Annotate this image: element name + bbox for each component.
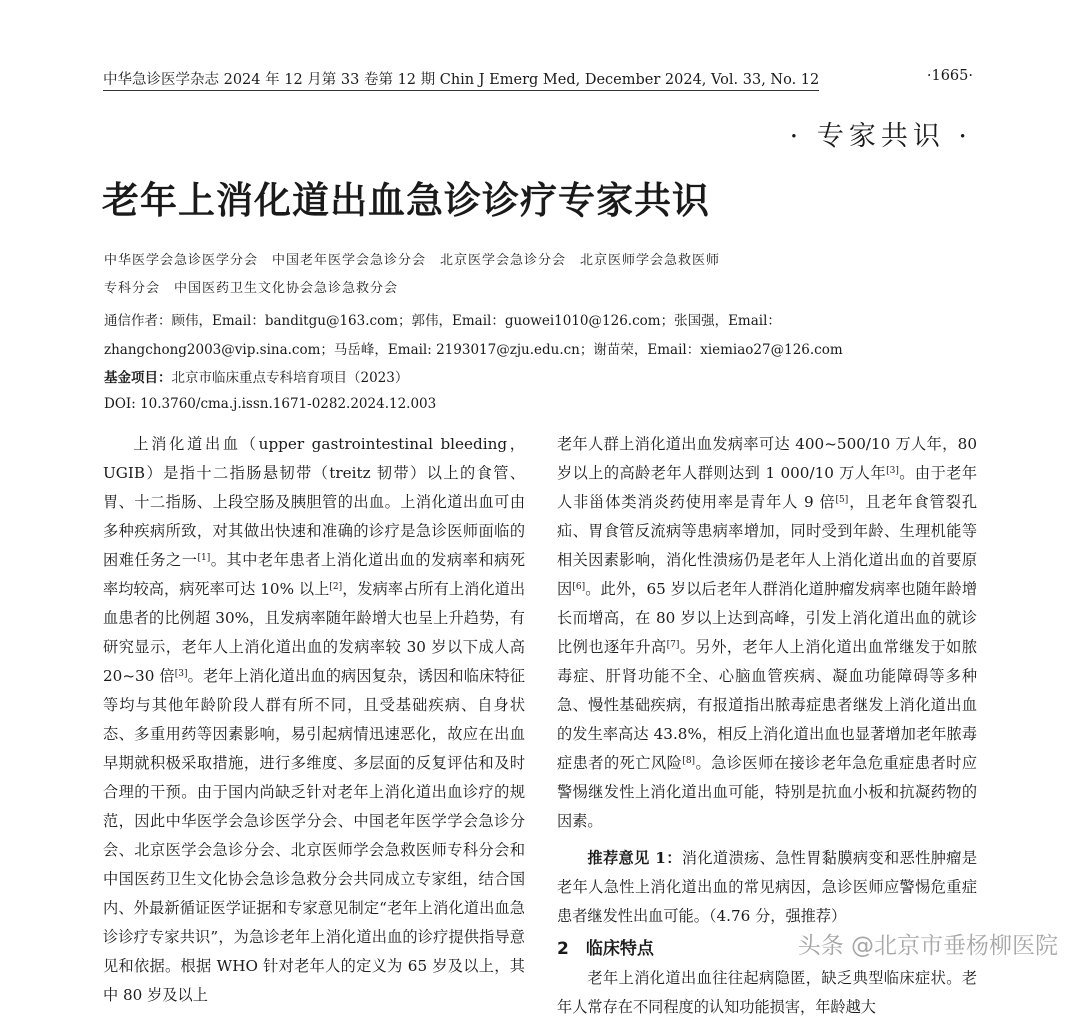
body-text: 。此外，65 岁以后老年人群消化道肿瘤发病率也随年龄增长而增高，在 80 岁以上达到高峰，引发上消化道出血的就诊比例也逐年升高 [557,580,978,656]
fund-line [104,366,408,386]
citation-ref: [3] [886,466,899,476]
body-text: 老年人群上消化道出血发病率可达 400~500/10 万人年，80 岁以上的高龄老年人群则达到 1 000/10 万人年 [557,435,977,482]
body-text: 。另外，老年人上消化道出血常继发于如脓毒症、肝肾功能不全、心脑血管疾病、凝血功能障碍等多种急、慢性基础疾病，有报道指出脓毒症患者继发上消化道出血的发生率高达 43.8%，相反上消化道出血也显著增加老年脓毒症患者的死亡风险 [557,638,978,772]
author-line-2: 专科分会 中国医药卫生文化协会急诊急救分会 [104,281,399,296]
left-column [103,430,525,1010]
page-number: ·1665· [926,68,973,84]
body-text: 。其中老年患者上消化道出血的发病率和病死率均较高，病死率可达 10% 以上 [103,551,526,598]
article-title: 老年上消化道出血急诊诊疗专家共识 [102,179,710,222]
citation-ref: [2] [329,582,343,592]
fund-label: 基金项目： [104,370,172,386]
watermark: 头条 @北京市垂杨柳医院 [797,933,1058,959]
citation-ref: [6] [572,582,586,592]
recommendation-1 [557,844,977,931]
citation-ref: [3] [174,669,188,679]
continued-paragraph [557,430,977,836]
body-text: ，发病率占所有上消化道出血患者的比例超 30%，且发病率随年龄增大也呈上升趋势，有研究显示，老年人上消化道出血的发病率较 30 岁以下成人高 20~30 倍 [103,580,526,685]
body-text: 上消化道出血（upper gastrointestinal bleeding，UGIB）是指十二指肠悬韧带（treitz 韧带）以上的食管、胃、十二指肠、上段空肠及胰胆管的出血。上消化道出血可由多种疾病所致，对其做出快速和准确的诊疗是急诊医师面临的困难任务之一 [103,435,525,569]
fund-text: 北京市临床重点专科培育项目（2023） [171,370,409,386]
author-line-1: 中华医学会急诊医学分会 中国老年医学会急诊分会 北京医学会急诊分会 北京医师学会急救医师 [104,253,721,268]
body-text: 。急诊医师在接诊老年急危重症患者时应警惕继发性上消化道出血可能，特别是抗血小板和抗凝药物的因素。 [557,754,978,830]
running-header [103,68,973,90]
body-text: ，且老年食管裂孔疝、胃食管反流病等患病率增加，同时受到年龄、生理机能等相关因素影响，消化性溃疡仍是老年人上消化道出血的首要原因 [557,493,978,598]
correspondence-line-1: 通信作者：顾伟，Email：banditgu@163.com；郭伟，Email：guowei1010@126.com；张国强，Email： [104,313,781,329]
correspondence-line-2: zhangchong2003@vip.sina.com；马岳峰，Email: 2193017@zju.edu.cn；谢苗荣，Email：xiemiao27@126.com [104,342,843,358]
citation-ref: [8] [682,756,696,766]
doi: DOI: 10.3760/cma.j.issn.1671-0282.2024.12.003 [104,396,437,412]
recommendation-text: 消化道溃疡、急性胃黏膜病变和恶性肿瘤是老年人急性上消化道出血的常见病因，急诊医师应警惕危重症患者继发性出血可能。（4.76 分，强推荐） [557,849,978,925]
intro-paragraph [103,430,525,1010]
citation-ref: [7] [666,640,680,650]
section-heading: 2 临床特点 [557,939,654,959]
body-text: 。由于老年人非甾体类消炎药使用率是青年人 9 倍 [557,464,978,511]
journal-citation: 中华急诊医学杂志 2024 年 12 月第 33 卷第 12 期 Chin J Emerg Med, December 2024, Vol. 33, No. 12 [103,68,819,91]
section-tag: · 专家共识 · [789,121,972,152]
body-text: 。老年上消化道出血的病因复杂，诱因和临床特征等均与其他年龄阶段人群有所不同，且受基础疾病、自身状态、多重用药等因素影响，易引起病情迅速恶化，故应在出血早期就积极采取措施，进行多维度、多层面的反复评估和及时合理的干预。由于国内尚缺乏针对老年上消化道出血诊疗的规范，因此中华医学会急诊医学分会、中国老年医学学会急诊分会、北京医学会急诊分会、北京医师学会急救医师专科分会和中国医药卫生文化协会急诊急救分会共同成立专家组，结合国内、外最新循证医学证据和专家意见制定“老年上消化道出血急诊诊疗专家共识”，为急诊老年上消化道出血的诊疗提供指导意见和依据。根据 WHO 针对老年人的定义为 65 岁及以上，其中 80 岁及以上 [103,667,525,1004]
clinical-paragraph: 老年上消化道出血往往起病隐匿，缺乏典型临床症状。老年人常存在不同程度的认知功能损害，年龄越大 [557,969,977,1016]
citation-ref: [1] [197,553,211,563]
citation-ref: [5] [835,495,849,505]
recommendation-label: 推荐意见 1： [587,849,682,867]
